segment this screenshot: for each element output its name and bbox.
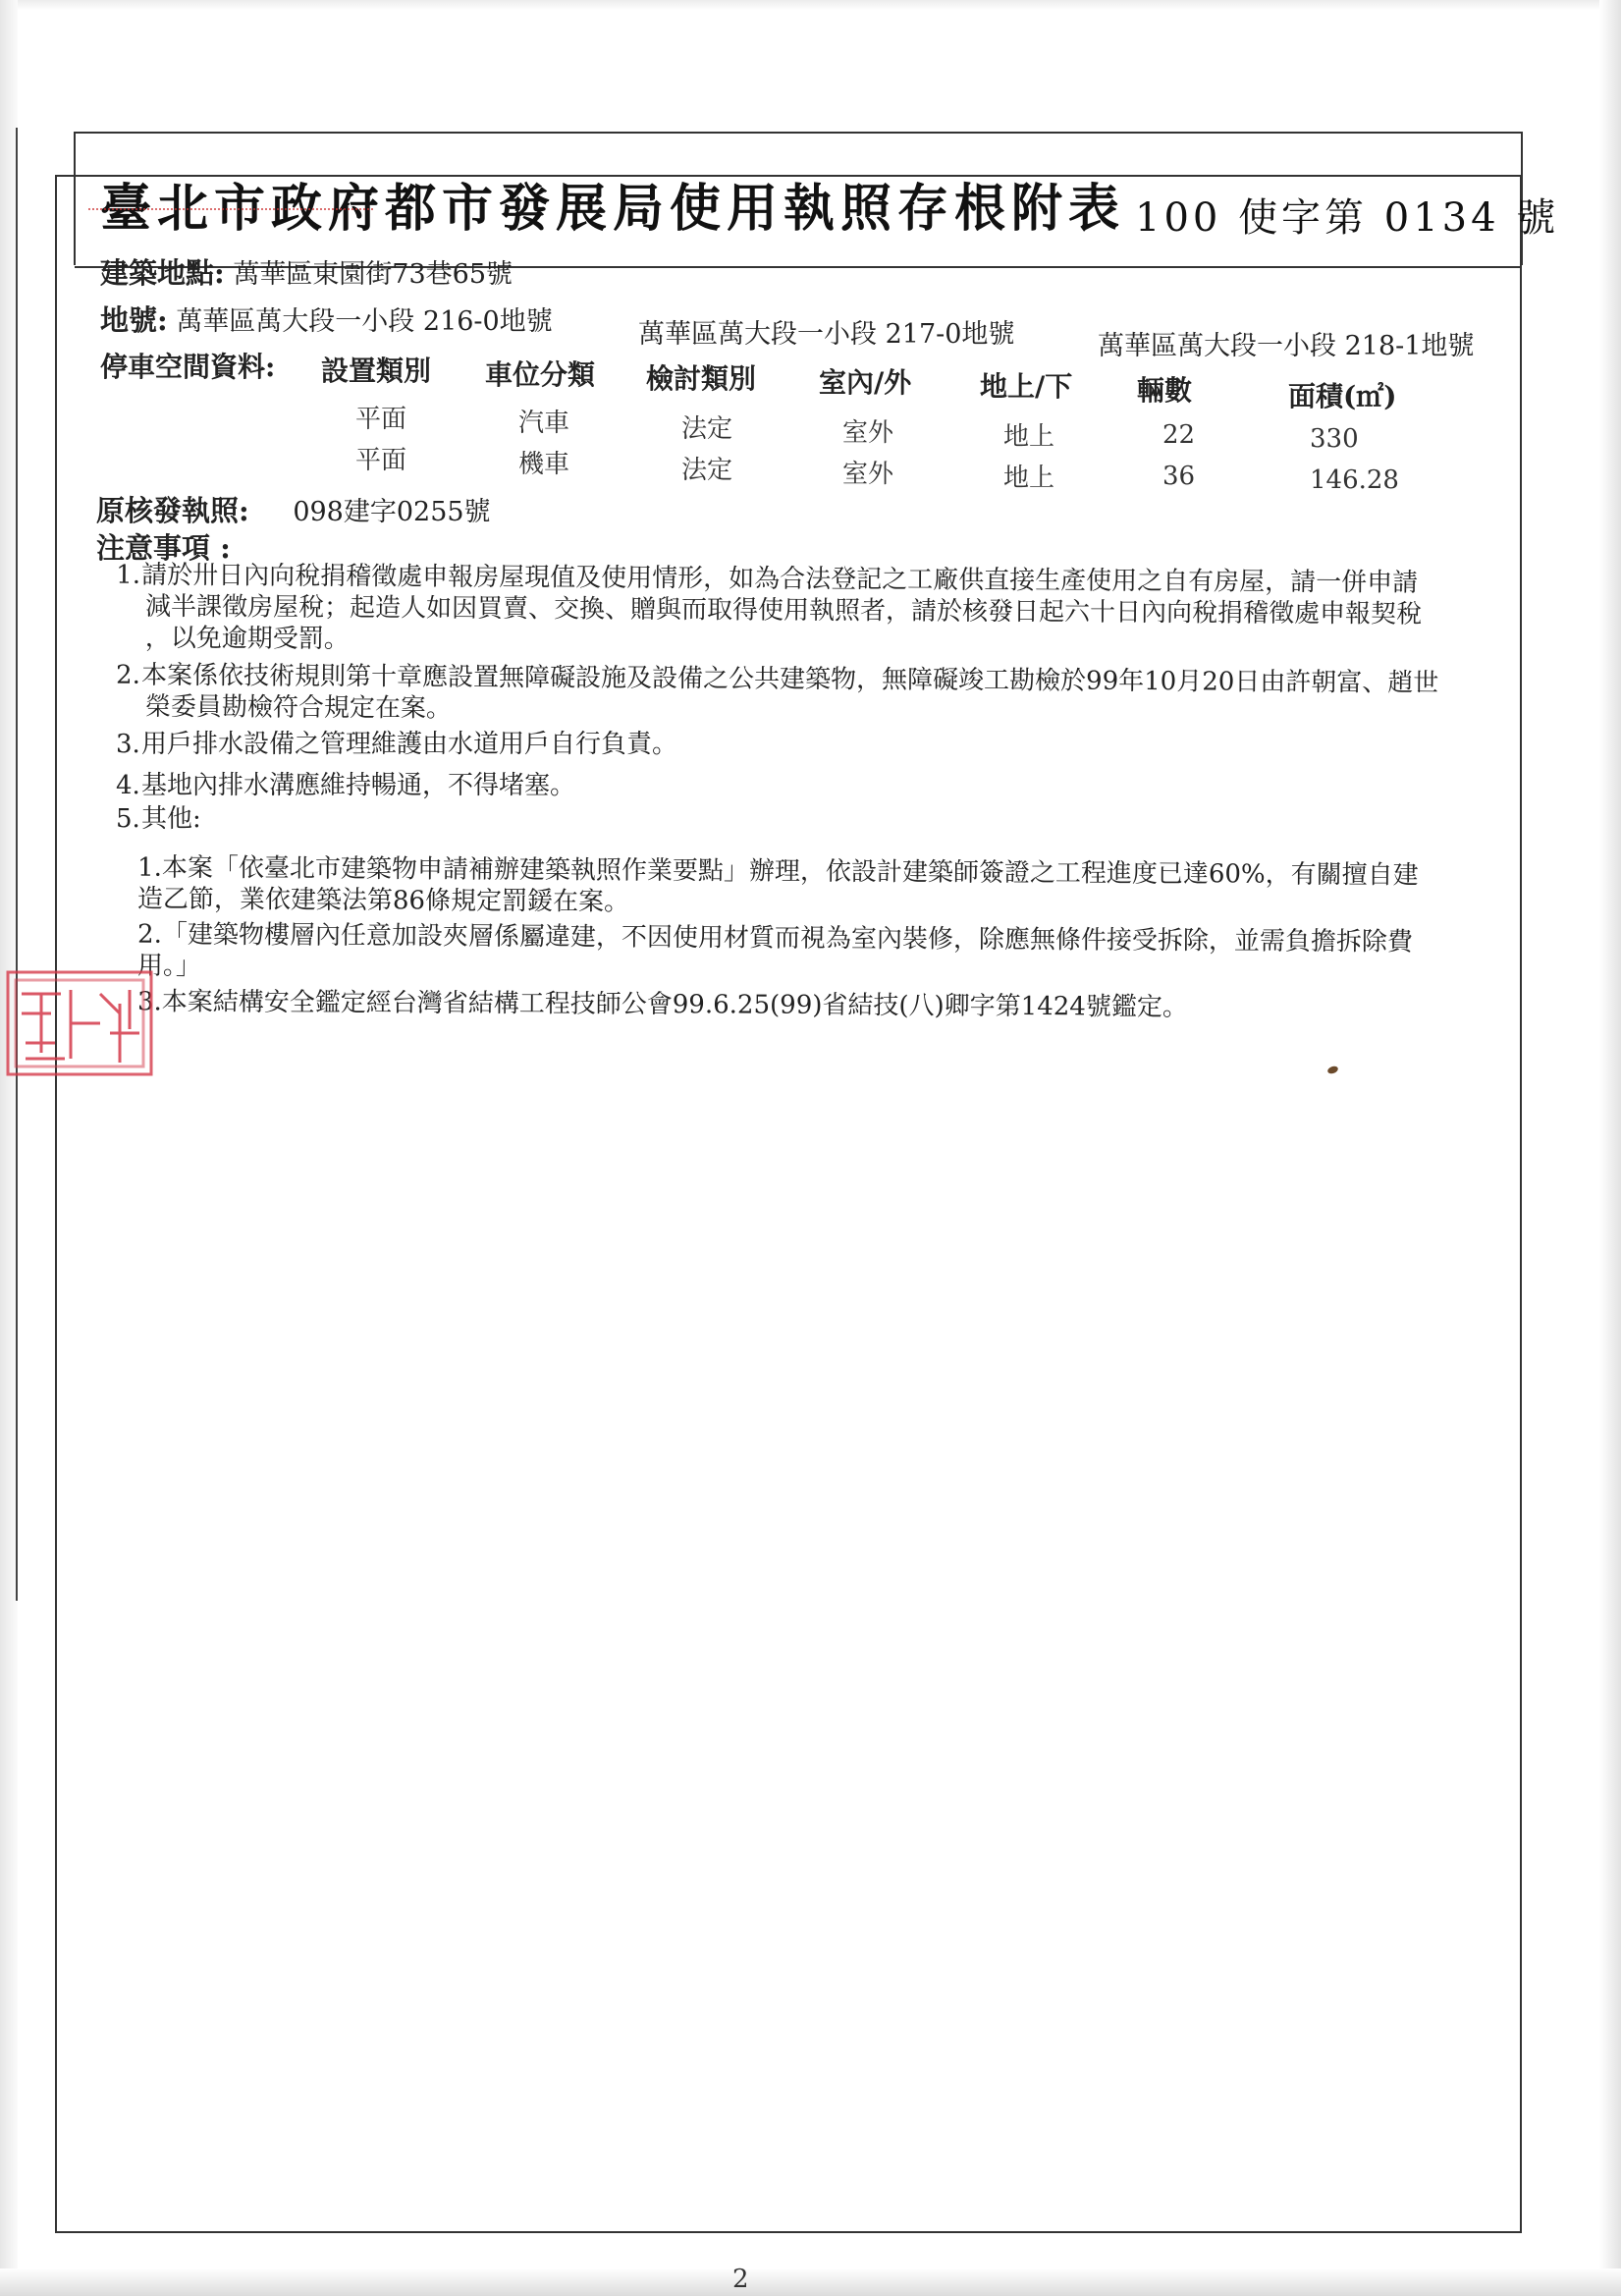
note-line: ，以免逾期受罰。 — [144, 623, 350, 655]
note-line: 2.「建築物樓層內任意加設夾層係屬違建，不因使用材質而視為室內裝修，除應無條件接受拆除，並需負擔拆除費 — [137, 919, 1413, 957]
note-item-1 — [116, 560, 1521, 663]
parking-header-review: 檢討類別 — [646, 362, 757, 395]
red-ink-mark — [88, 208, 373, 226]
note-item-5 — [116, 803, 1520, 835]
parking-header-type: 設置類別 — [321, 355, 432, 387]
scan-edge-right — [1599, 0, 1621, 2296]
note-number: 2. — [116, 660, 141, 690]
note-line: 減半課徵房屋稅；起造人如因買賣、交換、贈與而取得使用執照者，請於核發日起六十日內向稅捐稽徵處申報契稅 — [144, 591, 1423, 629]
parking-label: 停車空間資料: — [100, 351, 276, 383]
site-row — [100, 251, 513, 292]
binding-line — [16, 128, 22, 1601]
note-sub-item-1 — [137, 852, 1541, 924]
note-number: 3. — [116, 730, 140, 759]
parking-cell: 地上 — [1003, 464, 1055, 493]
note-line: 基地內排水溝應維持暢通，不得堵塞。 — [141, 771, 576, 800]
note-line: 用戶排水設備之管理維護由水道用戶自行負責。 — [141, 730, 678, 759]
document-frame — [55, 175, 1522, 2233]
lot-value-3: 萬華區萬大段一小段 218-1地號 — [1098, 331, 1475, 361]
note-line: 3.本案結構安全鑑定經台灣省結構工程技師公會99.6.25(99)省結技(八)卿字第1424號鑑定。 — [136, 987, 1188, 1022]
note-line: 其他: — [141, 804, 201, 834]
note-item-4 — [116, 770, 1520, 801]
lot-label: 地號: — [100, 303, 168, 337]
note-line: 用。」 — [136, 951, 202, 982]
notes-label: 注意事項 : — [96, 531, 231, 565]
note-line: 造乙節，業依建築法第86條規定罰鍰在案。 — [136, 884, 630, 917]
note-number: 1. — [116, 560, 141, 590]
note-line: 本案係依技術規則第十章應設置無障礙設施及設備之公共建築物，無障礙竣工勘檢於99年10月20日由許朝富、趙世 — [141, 660, 1439, 698]
scan-edge-top — [0, 0, 1621, 10]
original-permit-value: 098建字0255號 — [293, 497, 491, 527]
page-number: 2 — [732, 2265, 749, 2294]
parking-cell: 146.28 — [1310, 465, 1399, 495]
parking-cell: 地上 — [1003, 422, 1055, 452]
parking-cell: 法定 — [681, 456, 733, 485]
parking-cell: 330 — [1310, 424, 1359, 454]
parking-cell: 平面 — [355, 405, 407, 434]
lot-row — [100, 299, 553, 339]
note-item-3 — [116, 729, 1520, 760]
scan-edge-bottom — [0, 2269, 1621, 2296]
parking-cell: 22 — [1162, 420, 1196, 450]
parking-header-level: 地上/下 — [980, 370, 1073, 403]
note-line: 榮委員勘檢符合規定在案。 — [144, 691, 453, 724]
parking-header-count: 輛數 — [1137, 374, 1193, 407]
parking-cell: 36 — [1162, 462, 1196, 491]
permit-number: 100 使字第 0134 號 — [1135, 195, 1560, 241]
page-title: 臺北市政府都市發展局使用執照存根附表 — [100, 179, 1126, 239]
official-seal-icon — [2, 964, 157, 1082]
parking-header-vehicle: 車位分類 — [485, 358, 596, 391]
site-label: 建築地點: — [100, 256, 225, 290]
note-item-2 — [116, 660, 1520, 732]
original-permit-label: 原核發執照: — [96, 494, 249, 527]
parking-cell: 平面 — [355, 446, 407, 475]
site-value: 萬華區東園街73巷65號 — [233, 259, 513, 290]
parking-cell: 汽車 — [518, 409, 570, 438]
note-number: 5. — [116, 804, 140, 834]
note-line: 1.本案「依臺北市建築物申請補辦建築執照作業要點」辦理，依設計建築師簽證之工程進度已達60%，有關擅自建 — [137, 852, 1419, 891]
parking-cell: 室外 — [842, 418, 894, 448]
note-sub-item-2 — [137, 919, 1541, 991]
parking-cell: 法定 — [681, 414, 733, 444]
original-permit-row — [96, 489, 491, 529]
parking-header-area: 面積(㎡) — [1288, 380, 1397, 412]
note-line: 請於卅日內向稅捐稽徵處申報房屋現值及使用情形，如為合法登記之工廠供直接生產使用之自有房屋，請一併申請 — [141, 560, 1419, 598]
parking-cell: 室外 — [842, 460, 894, 489]
note-number: 4. — [116, 771, 140, 800]
lot-value-1: 萬華區萬大段一小段 216-0地號 — [176, 306, 553, 337]
lot-value-2: 萬華區萬大段一小段 217-0地號 — [638, 319, 1015, 350]
parking-header-indoor: 室內/外 — [819, 366, 912, 399]
parking-cell: 機車 — [518, 450, 570, 479]
